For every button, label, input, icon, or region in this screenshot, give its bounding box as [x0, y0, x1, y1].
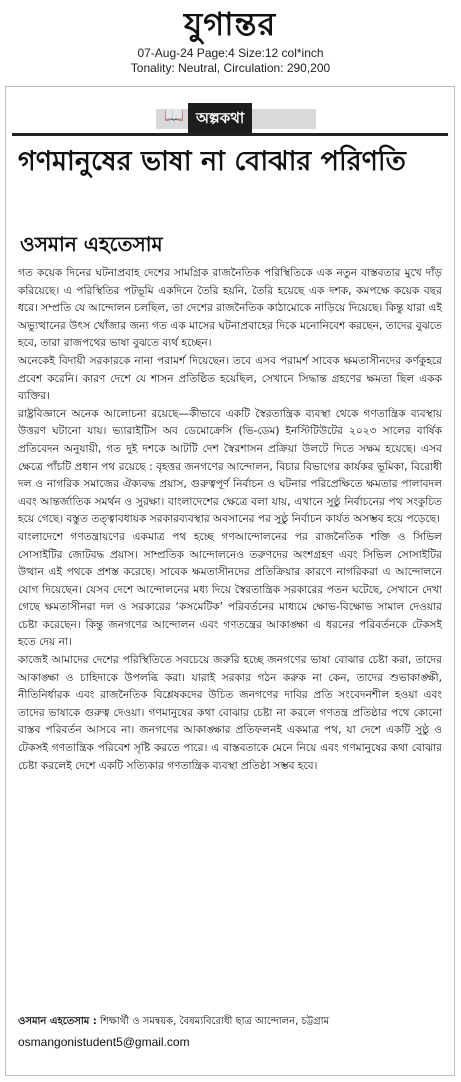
article-byline: ওসমান এহতেসাম — [20, 232, 163, 256]
article-paragraph: গত কয়েক দিনের ঘটনাপ্রবাহ দেশের সামগ্রিক রাজনৈতিক পরিস্থিতিকে এক নতুন বাস্তবতার মুখে দাঁড় করিয়েছে। এ পরিস্থিতির পটভূমি একদিনে তৈরি হয়নি, তৈরি হয়েছে এক দশক, কমপক্ষে কয়েক বছর ধরে। সম্প্রতি যে আন্দোলন চলছিল, তা দেশের রাজনৈতিক কাঠামোকে নাড়িয়ে দিয়েছে। কিন্তু যারা এই অভ্যুত্থানের উৎস খোঁজার জন্য গত এক মাসের ঘটনাপ্রবাহের দিকে মনোনিবেশ করছেন, তাদের বুঝতে হবে, তারা রাজপথের ভাষা বুঝতে ব্যর্থ হচ্ছেন। — [18, 267, 443, 350]
section-label: অল্পকথা — [188, 103, 252, 133]
open-book-icon: 📖 — [164, 105, 184, 124]
article-clipping — [5, 86, 455, 1076]
article-headline: গণমানুষের ভাষা না বোঝার পরিণতি — [18, 146, 406, 177]
signature-role: শিক্ষার্থী ও সমন্বয়ক, বৈষম্যবিরোধী ছাত্র আন্দোলন, চট্টগ্রাম — [96, 1016, 330, 1027]
section-divider — [12, 133, 448, 136]
clipping-meta-line: 07-Aug-24 Page:4 Size:12 col*inch — [137, 46, 324, 60]
author-signature — [18, 1014, 448, 1030]
logo-text: যুগান্তর — [183, 5, 277, 43]
author-email: osmangonistudent5@gmail.com — [18, 1035, 190, 1049]
tonality-circulation-line: Tonality: Neutral, Circulation: 290,200 — [130, 61, 331, 75]
article-paragraph: রাষ্ট্রবিজ্ঞানে অনেক আলোচনা রয়েছে—কীভাবে একটি স্বৈরতান্ত্রিক ব্যবস্থা থেকে গণতান্ত্রিক ব্যবস্থায় উত্তরণ ঘটানো যায়। ভ্যারাইটিস অব ডেমোক্রেসি (ভি-ডেম) ইনস্টিটিউটের ২০২৩ সালের বার্ষিক প্রতিবেদন অনুযায়ী, গত দুই দশকে আটটি দেশ স্বৈরশাসন প্রক্রিয়া উলটে দিতে সক্ষম হয়েছে। এসব ক্ষেত্রে পাঁচটি প্রধান পথ রয়েছে : বৃহত্তর জনগণের আন্দোলন, বিচার বিভাগের কার্যকর ভূমিকা, বিরোধী দল ও নাগরিক সমাজের ঐক্যবদ্ধ প্রয়াস, গুরুত্বপূর্ণ নির্বাচন ও ঘটনার পরিপ্রেক্ষিতে ক্ষমতার পালাবদল এবং আন্তর্জাতিক সমর্থন ও সুরক্ষা। বাংলাদেশের ক্ষেত্রে বলা যায়, এখানে সুষ্ঠু নির্বাচনের পথ সংকুচিত হয়ে গেছে। বস্তুত তত্ত্বাবধায়ক সরকারব্যবস্থার অবসানের পর সুষ্ঠু নির্বাচন কার্যত অসম্ভব হয়ে পড়েছে। — [18, 407, 442, 526]
article-paragraph: বাংলাদেশে গণতন্ত্রায়ণের একমাত্র পথ হচ্ছে গণআন্দোলনের পর রাজনৈতিক শক্তি ও সিভিল সোসাইটির জোটবদ্ধ প্রয়াস। সাম্প্রতিক আন্দোলনেও তরুণদের অংশগ্রহণ এবং সিভিল সোসাইটির উত্থান এই পথকে প্রশস্ত করেছে। সাবেক ক্ষমতাসীনদের প্রতিক্রিয়ার কারণে নাগরিকরা এ আন্দোলনে যোগ দিয়েছেন। যেসব দেশে আন্দোলনের মধ্য দিয়ে স্বৈরতান্ত্রিক সরকারের পতন ঘটেছে, সেখানে দেখা গেছে ক্ষমতাসীনরা দল ও সরকারের ‘কসমেটিক’ পরিবর্তনের মাধ্যমে ক্ষোভ-বিক্ষোভ সামাল দেওয়ার চেষ্টা করেছেন। কিন্তু জনগণের আন্দোলন এবং গণতন্ত্রের আকাঙ্ক্ষা এ ধরনের পরিবর্তনকে টেকসই হতে দেয় না। — [18, 530, 442, 649]
article-paragraph: কাজেই আমাদের দেশের পরিস্থিতিতে সবচেয়ে জরুরি হচ্ছে জনগণের ভাষা বোঝার চেষ্টা করা, তাদের আকাঙ্ক্ষা ও চাহিদাকে উপলব্ধি করা। যারাই সরকার গঠন করুক না কেন, তাদের শুভাকাঙ্ক্ষী, নীতিনির্ধারক এবং রাজনৈতিক বিশ্লেষকদের উচিত জনগণের দাবির প্রতি সংবেদনশীল হওয়া এবং তাদের ভাষাকে গুরুত্ব দেওয়া। গণমানুষের কথা বোঝার চেষ্টা না করলে গণতন্ত্র প্রতিষ্ঠার পথে কোনো বাস্তব পরিবর্তন আসবে না। জনগণের আকাঙ্ক্ষার প্রতিফলনই একমাত্র পথ, যা দেশে একটি সুষ্ঠু ও টেকসই গণতান্ত্রিক পরিবেশ সৃষ্টি করতে পারে। এ বাস্তবতাকে মেনে নিয়ে এবং গণমানুষের কথা বোঝার চেষ্টা করলেই দেশে একটি সত্যিকার গণতান্ত্রিক ব্যবস্থা প্রতিষ্ঠা সম্ভব হবে। — [18, 654, 442, 772]
newspaper-logo — [140, 4, 320, 44]
article-body — [18, 265, 442, 775]
article-paragraph: অনেকেই বিদায়ী সরকারকে নানা পরামর্শ দিয়েছেন। তবে এসব পরামর্শ সাবেক ক্ষমতাসীনদের কর্ণকুহরে প্রবেশ করেনি। কারণ দেশে যে শাসন প্রতিষ্ঠিত হয়েছিল, সেখানে সিদ্ধান্ত গ্রহণের ক্ষমতা ছিল একক ব্যক্তির। — [18, 354, 442, 403]
signature-name: ওসমান এহতেসাম : — [18, 1016, 97, 1027]
section-tag — [156, 103, 316, 133]
